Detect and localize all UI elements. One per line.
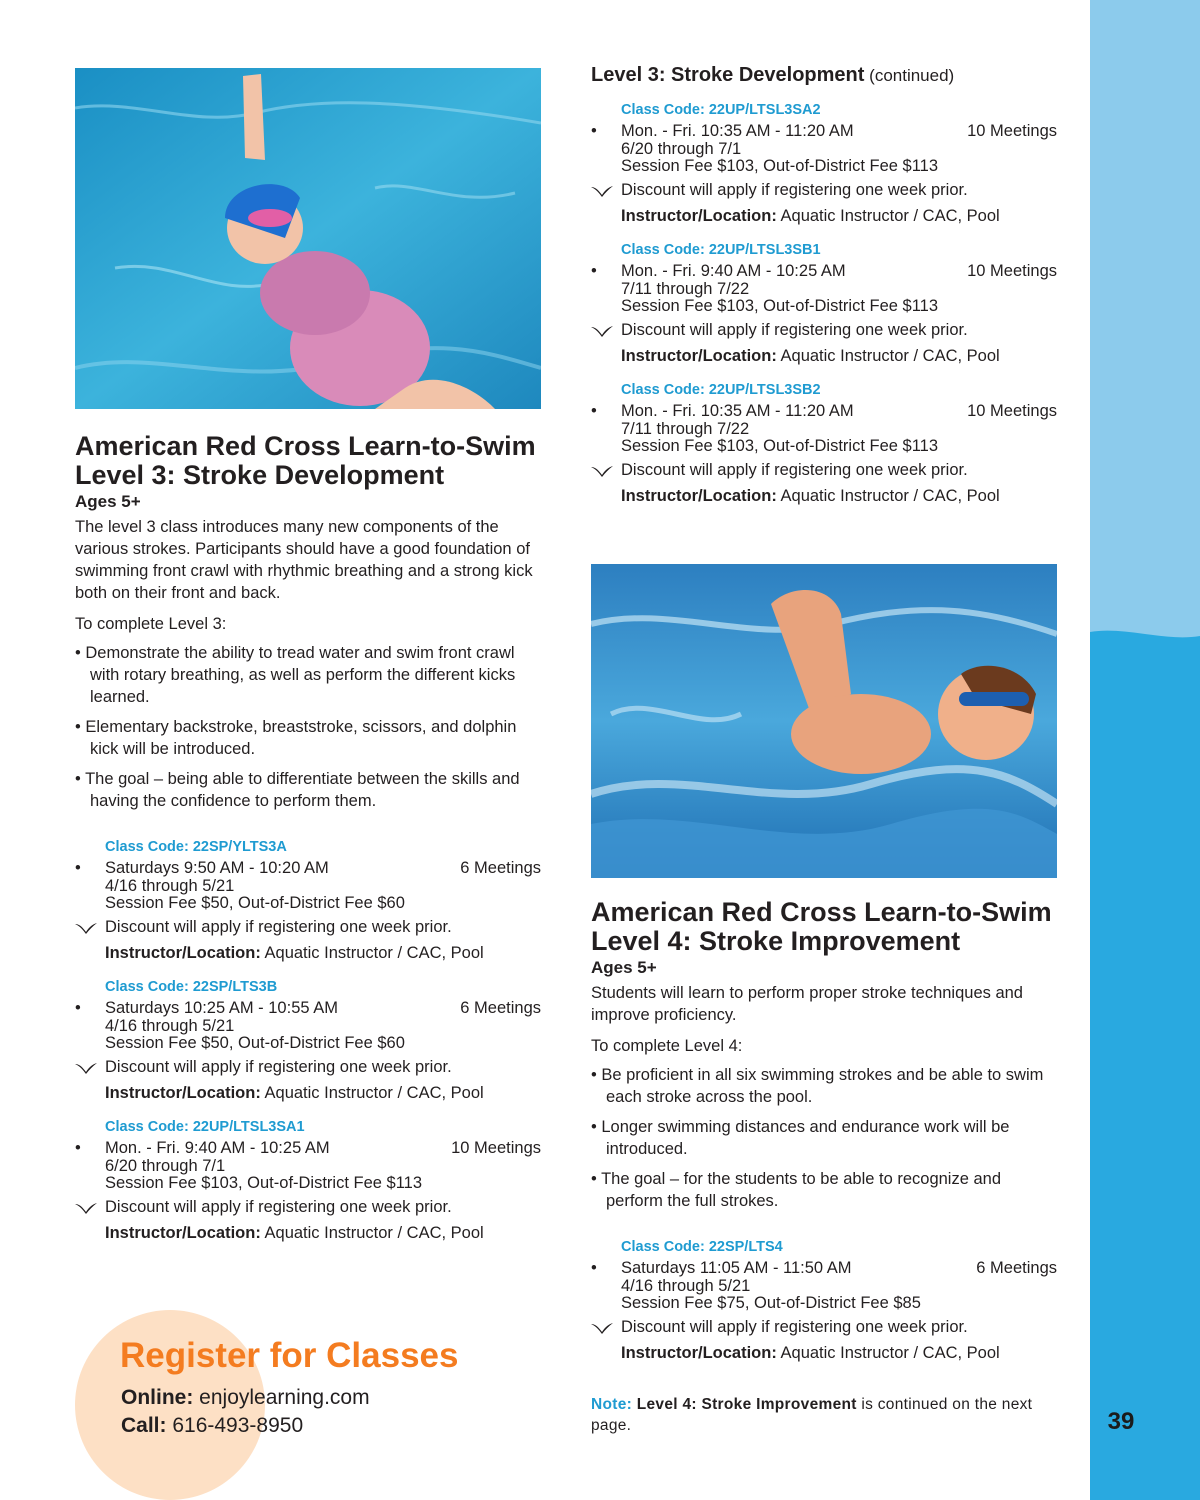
session-time: Mon. - Fri. 9:40 AM - 10:25 AM (621, 262, 846, 280)
session-meetings: 10 Meetings (967, 402, 1057, 420)
class-session (591, 241, 1057, 367)
level3-to-complete: To complete Level 3: (75, 615, 227, 633)
class-session (75, 1118, 541, 1244)
bullet-dot: • (591, 1259, 597, 1277)
session-time: Mon. - Fri. 10:35 AM - 11:20 AM (621, 122, 854, 140)
session-time: Mon. - Fri. 10:35 AM - 11:20 AM (621, 402, 854, 420)
discount-bird-icon (590, 464, 614, 478)
session-time: Mon. - Fri. 9:40 AM - 10:25 AM (105, 1139, 330, 1157)
level3-intro: The level 3 class introduces many new components of the various strokes. Participants should have a good foundation of swimming front crawl with rhythmic breathing and a strong kick both on their front and back. (75, 518, 533, 602)
session-instructor: Instructor/Location: Aquatic Instructor / CAC, Pool (621, 487, 1000, 505)
session-instructor: Instructor/Location: Aquatic Instructor / CAC, Pool (105, 1224, 484, 1242)
discount-note: Discount will apply if registering one week prior. (621, 461, 968, 479)
session-dates: 6/20 through 7/1 (621, 140, 742, 158)
bullet-dot: • (591, 122, 597, 140)
session-time: Saturdays 9:50 AM - 10:20 AM (105, 859, 329, 877)
session-fee: Session Fee $103, Out-of-District Fee $113 (621, 157, 939, 175)
session-time: Saturdays 11:05 AM - 11:50 AM (621, 1259, 852, 1277)
session-instructor: Instructor/Location: Aquatic Instructor / CAC, Pool (621, 1344, 1000, 1362)
class-session (591, 381, 1057, 507)
class-code: Class Code: 22UP/LTSL3SA2 (621, 102, 821, 118)
level4-title: American Red Cross Learn-to-Swim Level 4: Stroke Improvement (591, 897, 1052, 956)
session-meetings: 6 Meetings (460, 859, 541, 877)
register-online: Online: enjoylearning.com (121, 1386, 370, 1409)
session-fee: Session Fee $103, Out-of-District Fee $113 (621, 297, 939, 315)
level4-bullet: • The goal – for the students to be able to recognize and perform the full strokes. (591, 1170, 1002, 1210)
level4-bullet: • Longer swimming distances and endurance work will be introduced. (591, 1118, 1010, 1158)
session-instructor: Instructor/Location: Aquatic Instructor / CAC, Pool (621, 347, 1000, 365)
session-dates: 4/16 through 5/21 (621, 1277, 751, 1295)
swimmer-freestyle-photo (591, 564, 1057, 878)
level3-continued-column (591, 64, 1057, 521)
discount-bird-icon (590, 324, 614, 338)
continued-heading: Level 3: Stroke Development (continued) (591, 64, 955, 86)
discount-note: Discount will apply if registering one week prior. (621, 321, 968, 339)
class-code: Class Code: 22SP/LTS3B (105, 979, 278, 995)
register-phone: 616-493-8950 (166, 1414, 304, 1437)
session-fee: Session Fee $50, Out-of-District Fee $60 (105, 894, 405, 912)
register-website-link[interactable]: enjoylearning.com (193, 1386, 370, 1409)
bullet-dot: • (75, 999, 81, 1017)
session-instructor: Instructor/Location: Aquatic Instructor / CAC, Pool (621, 207, 1000, 225)
discount-bird-icon (590, 1321, 614, 1335)
bullet-dot: • (75, 1139, 81, 1157)
level3-column (75, 432, 541, 1258)
session-meetings: 10 Meetings (967, 122, 1057, 140)
session-dates: 7/11 through 7/22 (621, 280, 750, 298)
level4-to-complete: To complete Level 4: (591, 1037, 743, 1055)
class-session (75, 978, 541, 1104)
session-fee: Session Fee $75, Out-of-District Fee $85 (621, 1294, 921, 1312)
bullet-dot: • (591, 262, 597, 280)
register-promo (75, 1310, 525, 1500)
discount-bird-icon (74, 1061, 98, 1075)
discount-note: Discount will apply if registering one week prior. (105, 1198, 452, 1216)
session-fee: Session Fee $103, Out-of-District Fee $113 (621, 437, 939, 455)
level4-bullet: • Be proficient in all six swimming strokes and be able to swim each stroke across the pool. (591, 1066, 1044, 1106)
bullet-dot: • (75, 859, 81, 877)
bullet-dot: • (591, 402, 597, 420)
class-code: Class Code: 22UP/LTSL3SB2 (621, 382, 821, 398)
class-session (75, 838, 541, 964)
level3-title: American Red Cross Learn-to-Swim Level 3: Stroke Development (75, 431, 536, 490)
discount-note: Discount will apply if registering one week prior. (105, 1058, 452, 1076)
swimmer-backstroke-photo (75, 68, 541, 409)
session-meetings: 10 Meetings (967, 262, 1057, 280)
level4-ages: Ages 5+ (591, 958, 657, 977)
session-dates: 7/11 through 7/22 (621, 420, 750, 438)
discount-note: Discount will apply if registering one week prior. (621, 1318, 968, 1336)
session-meetings: 6 Meetings (460, 999, 541, 1017)
discount-bird-icon (74, 1201, 98, 1215)
class-code: Class Code: 22UP/LTSL3SA1 (105, 1119, 305, 1135)
session-instructor: Instructor/Location: Aquatic Instructor / CAC, Pool (105, 944, 484, 962)
level3-bullet: • The goal – being able to differentiate between the skills and having the confidence to perform them. (75, 770, 520, 810)
session-dates: 6/20 through 7/1 (105, 1157, 226, 1175)
class-session (591, 1238, 1057, 1364)
page-number: 39 (1107, 1408, 1135, 1435)
page-sidebar-band (1090, 0, 1200, 1500)
continued-note: Note: Level 4: Stroke Improvement is continued on the next page. (591, 1396, 1033, 1434)
session-meetings: 6 Meetings (976, 1259, 1057, 1277)
session-dates: 4/16 through 5/21 (105, 877, 235, 895)
discount-bird-icon (590, 184, 614, 198)
level3-ages: Ages 5+ (75, 492, 141, 511)
discount-bird-icon (74, 921, 98, 935)
session-fee: Session Fee $103, Out-of-District Fee $113 (105, 1174, 423, 1192)
session-time: Saturdays 10:25 AM - 10:55 AM (105, 999, 338, 1017)
session-instructor: Instructor/Location: Aquatic Instructor / CAC, Pool (105, 1084, 484, 1102)
class-code: Class Code: 22UP/LTSL3SB1 (621, 242, 821, 258)
class-code: Class Code: 22SP/LTS4 (621, 1239, 783, 1255)
class-session (591, 101, 1057, 227)
register-call: Call: 616-493-8950 (121, 1414, 304, 1437)
class-code: Class Code: 22SP/YLTS3A (105, 839, 287, 855)
register-title: Register for Classes (120, 1336, 459, 1375)
level3-bullet: • Demonstrate the ability to tread water and swim front crawl with rotary breathing, as well as perform the different kicks learned. (75, 644, 516, 706)
discount-note: Discount will apply if registering one week prior. (105, 918, 452, 936)
level4-column (591, 898, 1057, 1378)
level3-bullet: • Elementary backstroke, breaststroke, scissors, and dolphin kick will be introduced. (75, 718, 517, 758)
wave-decoration (1090, 0, 1200, 1500)
session-meetings: 10 Meetings (451, 1139, 541, 1157)
session-fee: Session Fee $50, Out-of-District Fee $60 (105, 1034, 405, 1052)
level4-intro: Students will learn to perform proper stroke techniques and improve proficiency. (591, 984, 1023, 1024)
discount-note: Discount will apply if registering one week prior. (621, 181, 968, 199)
session-dates: 4/16 through 5/21 (105, 1017, 235, 1035)
